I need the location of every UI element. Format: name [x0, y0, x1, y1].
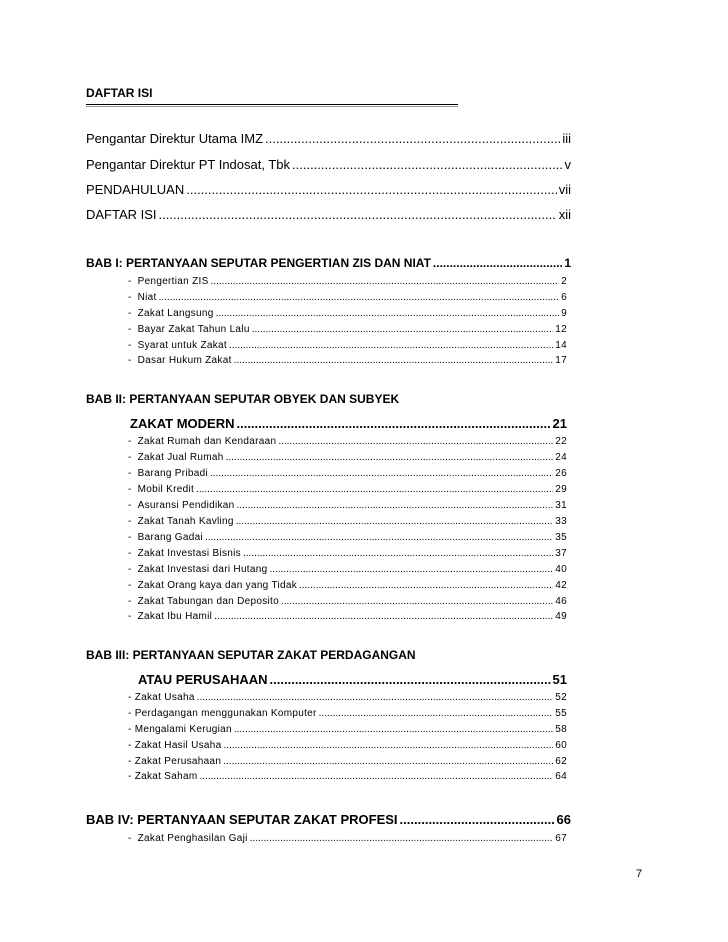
toc-subentry[interactable] — [128, 771, 567, 782]
toc-subentry[interactable] — [128, 756, 567, 767]
toc-subentry-page: 33 — [555, 516, 567, 527]
toc-entry[interactable] — [86, 207, 571, 222]
toc-subentry[interactable] — [128, 724, 567, 735]
chapter-title: BAB I: PERTANYAAN SEPUTAR PENGERTIAN ZIS DAN NIAT — [86, 256, 431, 270]
toc-subentry[interactable]: - Mobil Kredit ..... 29 — [128, 484, 567, 495]
toc-subentry-page: 24 — [555, 452, 567, 463]
toc-subentry-text: Zakat Penghasilan Gaji — [137, 833, 248, 844]
toc-subentry-page: 64 — [555, 771, 567, 782]
chapter-heading-cont[interactable] — [138, 672, 567, 687]
toc-subentry-text: Asuransi Pendidikan — [137, 500, 235, 511]
toc-subentry-page: 14 — [555, 340, 567, 351]
toc-subentry-page: 22 — [555, 436, 567, 447]
toc-subentry[interactable]: - Zakat Investasi dari Hutang ..... 40 — [128, 564, 567, 575]
toc-subentry[interactable] — [128, 708, 567, 719]
toc-subentry-page: 9 — [561, 308, 567, 319]
toc-subentry[interactable]: - Zakat Penghasilan Gaji ..... 67 — [128, 833, 567, 844]
toc-subentry-page: 55 — [555, 708, 567, 719]
toc-subentry[interactable]: - Dasar Hukum Zakat ..... 17 — [128, 355, 567, 366]
toc-subentry[interactable]: - Niat ..... 6 — [128, 292, 567, 303]
toc-subentry[interactable]: - Zakat Tanah Kavling ..... 33 — [128, 516, 567, 527]
toc-entry-text: PENDAHULUAN — [86, 182, 185, 197]
toc-subentry-page: 35 — [555, 532, 567, 543]
toc-subentry[interactable]: - Zakat Orang kaya dan yang Tidak ..... 42 — [128, 580, 567, 591]
toc-entry-page: iii — [562, 131, 571, 146]
toc-subentry-text: - Zakat Saham — [128, 771, 198, 782]
toc-entry-text: Pengantar Direktur Utama IMZ — [86, 131, 264, 146]
toc-subentry-text: Niat — [137, 292, 157, 303]
toc-subentry-text: - Zakat Hasil Usaha — [128, 740, 222, 751]
chapter-title: ZAKAT MODERN — [130, 416, 235, 431]
chapter-page: 21 — [552, 416, 567, 431]
toc-subentry-page: 31 — [555, 500, 567, 511]
toc-subentry-text: - Mengalami Kerugian — [128, 724, 232, 735]
toc-subentry[interactable]: - Zakat Langsung ..... 9 — [128, 308, 567, 319]
toc-entry[interactable] — [86, 157, 571, 172]
toc-subentry[interactable]: - Barang Gadai ..... 35 — [128, 532, 567, 543]
toc-subentry-text: Zakat Tanah Kavling — [137, 516, 234, 527]
toc-subentry-page: 49 — [555, 611, 567, 622]
toc-subentry-page: 6 — [561, 292, 567, 303]
title-underline — [86, 104, 458, 107]
toc-subentry-page: 2 — [561, 276, 567, 287]
toc-subentry-text: - Zakat Usaha — [128, 692, 195, 703]
toc-subentry-text: Pengertian ZIS — [137, 276, 209, 287]
toc-entry-text: Pengantar Direktur PT Indosat, Tbk — [86, 157, 291, 172]
toc-entry-page: xii — [558, 207, 571, 222]
toc-subentry-page: 67 — [555, 833, 567, 844]
toc-entry[interactable] — [86, 131, 571, 146]
toc-subentry-page: 40 — [555, 564, 567, 575]
toc-subentry-text: Zakat Jual Rumah — [137, 452, 224, 463]
toc-entry[interactable] — [86, 182, 571, 197]
toc-subentry-text: Barang Gadai — [137, 532, 203, 543]
toc-entry-page: v — [564, 157, 571, 172]
toc-subentry-text: Zakat Tabungan dan Deposito — [137, 596, 279, 607]
chapter-heading[interactable] — [86, 256, 571, 270]
toc-subentry-text: Syarat untuk Zakat — [137, 340, 227, 351]
toc-subentry[interactable] — [128, 740, 567, 751]
chapter-heading-cont[interactable] — [130, 416, 567, 431]
toc-subentry[interactable] — [128, 692, 567, 703]
toc-subentry-text: Mobil Kredit — [137, 484, 195, 495]
toc-subentry-text: Zakat Ibu Hamil — [137, 611, 213, 622]
page-title: DAFTAR ISI — [86, 86, 153, 100]
toc-subentry-page: 29 — [555, 484, 567, 495]
chapter-heading[interactable]: BAB II: PERTANYAAN SEPUTAR OBYEK DAN SUBYEK — [86, 392, 400, 406]
chapter-page: 51 — [552, 672, 567, 687]
toc-entry-text: DAFTAR ISI — [86, 207, 157, 222]
toc-subentry[interactable]: - Zakat Rumah dan Kendaraan ..... 22 — [128, 436, 567, 447]
toc-subentry-page: 37 — [555, 548, 567, 559]
toc-subentry[interactable]: - Syarat untuk Zakat ..... 14 — [128, 340, 567, 351]
toc-subentry-text: Zakat Investasi Bisnis — [137, 548, 241, 559]
toc-subentry-text: Zakat Rumah dan Kendaraan — [137, 436, 277, 447]
toc-subentry[interactable]: - Zakat Investasi Bisnis ..... 37 — [128, 548, 567, 559]
toc-subentry-text: Bayar Zakat Tahun Lalu — [137, 324, 250, 335]
toc-subentry-page: 26 — [555, 468, 567, 479]
toc-subentry[interactable]: - Pengertian ZIS ..... 2 — [128, 276, 567, 287]
toc-subentry-page: 52 — [555, 692, 567, 703]
toc-subentry-page: 42 — [555, 580, 567, 591]
toc-subentry-page: 12 — [555, 324, 567, 335]
toc-entry-page: vii — [558, 182, 571, 197]
toc-subentry[interactable]: - Bayar Zakat Tahun Lalu ..... 12 — [128, 324, 567, 335]
toc-subentry-text: Zakat Investasi dari Hutang — [137, 564, 268, 575]
chapter-heading[interactable] — [86, 812, 571, 827]
chapter-heading[interactable]: BAB III: PERTANYAAN SEPUTAR ZAKAT PERDAGANGAN — [86, 648, 416, 662]
chapter-title: ATAU PERUSAHAAN — [138, 672, 268, 687]
toc-subentry-text: Barang Pribadi — [137, 468, 208, 479]
toc-subentry-text: Zakat Langsung — [137, 308, 214, 319]
toc-subentry[interactable]: - Asuransi Pendidikan ..... 31 — [128, 500, 567, 511]
toc-subentry-text: - Perdagangan menggunakan Komputer — [128, 708, 317, 719]
toc-subentry-page: 46 — [555, 596, 567, 607]
toc-subentry[interactable]: - Zakat Ibu Hamil ..... 49 — [128, 611, 567, 622]
toc-subentry-page: 62 — [555, 756, 567, 767]
chapter-page: 1 — [564, 256, 571, 270]
toc-subentry[interactable]: - Zakat Jual Rumah ..... 24 — [128, 452, 567, 463]
toc-subentry-text: Zakat Orang kaya dan yang Tidak — [137, 580, 298, 591]
chapter-page: 66 — [556, 812, 571, 827]
toc-subentry-page: 58 — [555, 724, 567, 735]
toc-subentry[interactable]: - Zakat Tabungan dan Deposito ..... 46 — [128, 596, 567, 607]
page-number: 7 — [636, 868, 643, 880]
chapter-title: BAB IV: PERTANYAAN SEPUTAR ZAKAT PROFESI — [86, 812, 398, 827]
toc-subentry-text: - Zakat Perusahaan — [128, 756, 222, 767]
toc-subentry-page: 60 — [555, 740, 567, 751]
toc-subentry[interactable]: - Barang Pribadi ..... 26 — [128, 468, 567, 479]
toc-subentry-text: Dasar Hukum Zakat — [137, 355, 232, 366]
toc-subentry-page: 17 — [555, 355, 567, 366]
